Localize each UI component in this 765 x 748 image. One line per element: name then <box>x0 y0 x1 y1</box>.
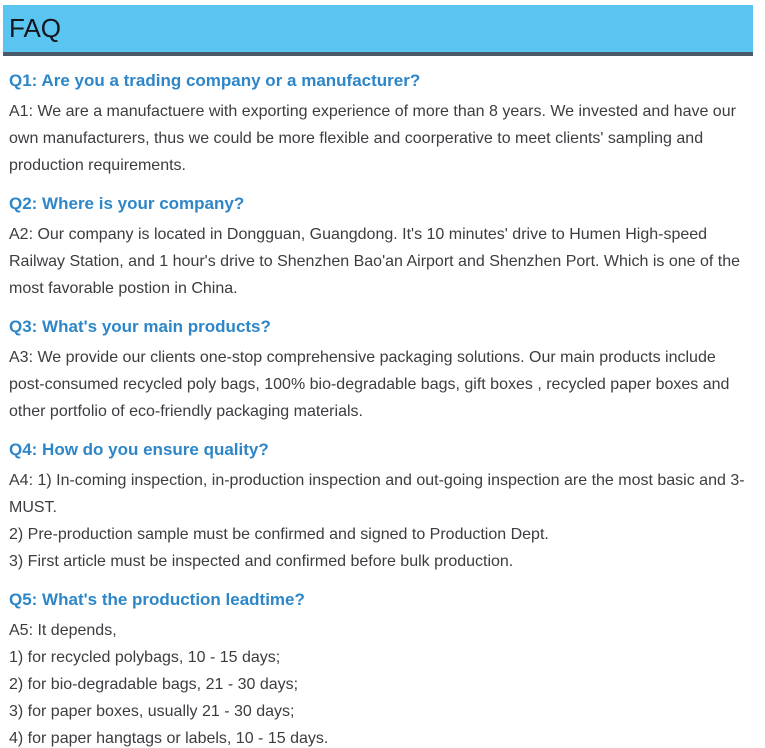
page-title: FAQ <box>9 13 62 43</box>
faq-answer-line: 2) for bio-degradable bags, 21 - 30 days; <box>9 676 299 693</box>
faq-section <box>9 70 753 179</box>
faq-section <box>9 439 753 575</box>
faq-section <box>9 193 753 302</box>
faq-answer <box>9 98 753 179</box>
faq-content <box>0 70 765 748</box>
faq-question: Q2: Where is your company? <box>9 194 245 213</box>
faq-section <box>9 316 753 425</box>
faq-answer-line: 2) Pre-production sample must be confirmed and signed to Production Dept. <box>9 526 549 543</box>
faq-section <box>9 589 753 748</box>
faq-question: Q3: What's your main products? <box>9 317 271 336</box>
faq-answer-line: A1: We are a manufactuere with exporting experience of more than 8 years. We invested and have our own manufacturers, thus we could be more flexible and coorperative to meet clients' sampling and production requirements. <box>9 103 736 174</box>
faq-answer-line: A4: 1) In-coming inspection, in-production inspection and out-going inspection are the most basic and 3-MUST. <box>9 472 745 516</box>
faq-answer <box>9 221 753 302</box>
faq-answer-line: A5: It depends, <box>9 622 117 639</box>
faq-answer-line: 1) for recycled polybags, 10 - 15 days; <box>9 649 281 666</box>
faq-answer <box>9 467 753 575</box>
faq-answer <box>9 344 753 425</box>
faq-answer-line: 3) First article must be inspected and confirmed before bulk production. <box>9 553 514 570</box>
faq-answer-line: 3) for paper boxes, usually 21 - 30 days; <box>9 703 295 720</box>
faq-answer-line: A2: Our company is located in Dongguan, Guangdong. It's 10 minutes' drive to Humen High-speed Railway Station, and 1 hour's drive to Shenzhen Bao'an Airport and Shenzhen Port. Which is one of the most favorable postion in China. <box>9 226 740 297</box>
faq-header-bar <box>3 5 753 56</box>
faq-answer-line: 4) for paper hangtags or labels, 10 - 15 days. <box>9 730 329 747</box>
faq-question: Q4: How do you ensure quality? <box>9 440 269 459</box>
faq-question: Q1: Are you a trading company or a manufacturer? <box>9 71 421 90</box>
faq-answer <box>9 617 753 748</box>
faq-question: Q5: What's the production leadtime? <box>9 590 305 609</box>
faq-answer-line: A3: We provide our clients one-stop comprehensive packaging solutions. Our main products include post-consumed recycled poly bags, 100% bio-degradable bags, gift boxes , recycled paper boxes and other portfolio of eco-friendly packaging materials. <box>9 349 730 420</box>
